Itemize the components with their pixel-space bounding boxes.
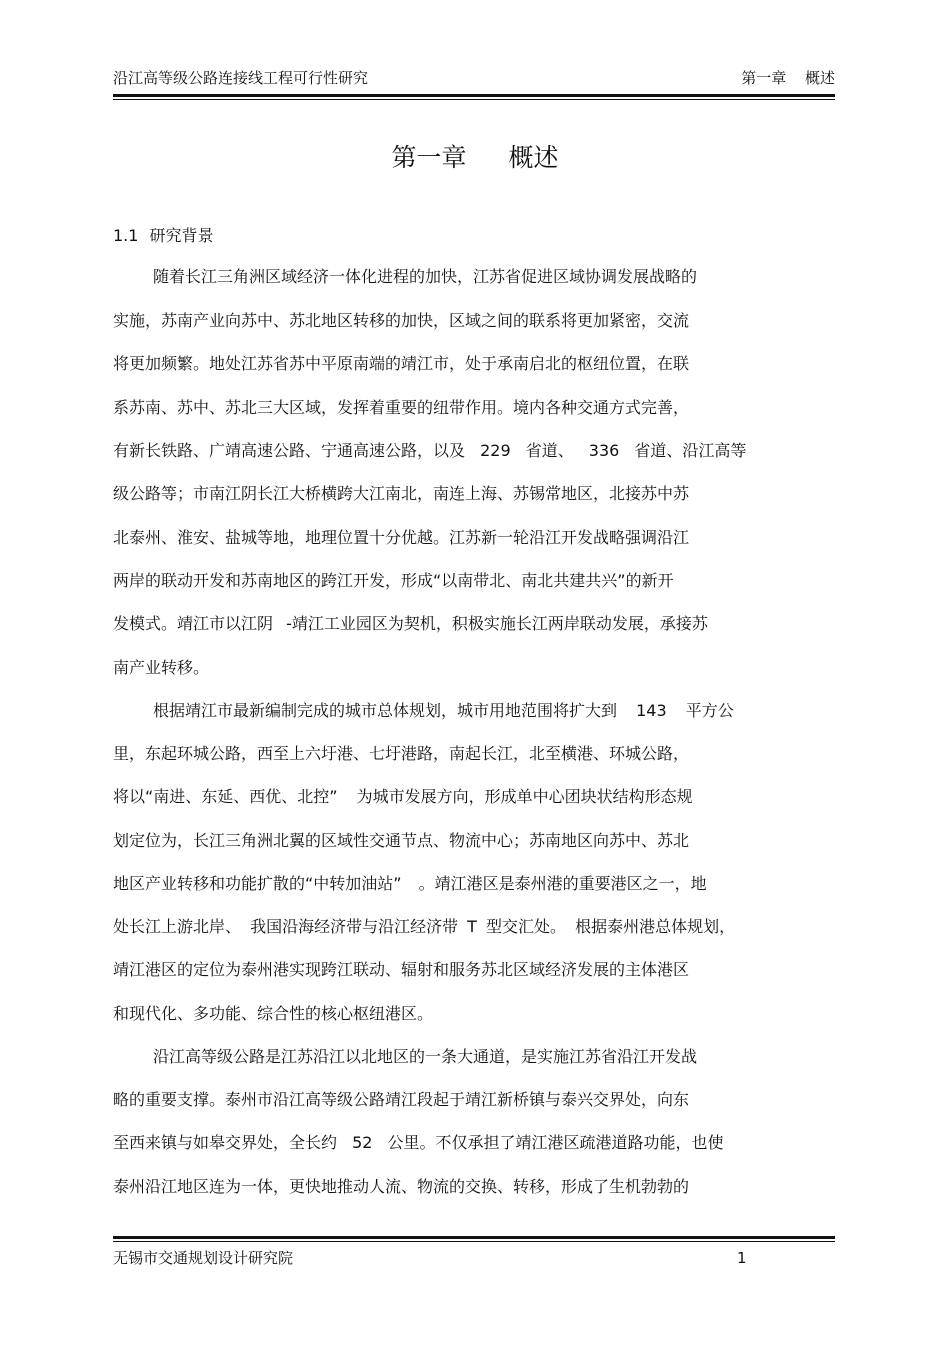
footer-rule-thin [113, 1241, 835, 1242]
header-rule-thin [113, 99, 835, 100]
text-line: 泰州沿江地区连为一体，更快地推动人流、物流的交换、转移，形成了生机勃勃的 [113, 1177, 690, 1196]
text-line: 划定位为，长江三角洲北翼的区域性交通节点、物流中心；苏南地区向苏中、苏北 [113, 831, 690, 850]
text-line: 靖江港区的定位为泰州港实现跨江联动、辐射和服务苏北区域经济发展的主体港区 [113, 960, 690, 979]
text-line: 北泰州、淮安、盐城等地，地理位置十分优越。江苏新一轮沿江开发战略强调沿江 [113, 528, 690, 547]
text-line: 两岸的联动开发和苏南地区的跨江开发，形成“以南带北、南北共建共兴”的新开 [113, 571, 674, 590]
text-line: 根据靖江市最新编制完成的城市总体规划，城市用地范围将扩大到 143 平方公 [153, 701, 734, 720]
header-chapter-label: 第一章 概述 [741, 69, 835, 87]
text-line: 将以“南进、东延、西优、北控” 为城市发展方向，形成单中心团块状结构形态规 [113, 787, 693, 806]
page-header [113, 68, 835, 92]
text-line: 和现代化、多功能、综合性的核心枢纽港区。 [113, 1004, 434, 1023]
text-line: 处长江上游北岸、 我国沿海经济带与沿江经济带 T 型交汇处。 根据泰州港总体规划， [113, 917, 736, 936]
page-number: 1 [737, 1249, 747, 1267]
text-line: 随着长江三角洲区域经济一体化进程的加快，江苏省促进区域协调发展战略的 [153, 267, 698, 286]
footer-institute: 无锡市交通规划设计研究院 [113, 1249, 294, 1267]
text-line: 南产业转移。 [113, 658, 210, 677]
text-line: 里，东起环城公路，西至上六圩港、七圩港路，南起长江，北至横港、环城公路， [113, 744, 690, 763]
text-line: 级公路等；市南江阴长江大桥横跨大江南北，南连上海、苏锡常地区，北接苏中苏 [113, 484, 690, 503]
section-heading: 1.1 研究背景 [113, 226, 214, 245]
text-line: 发模式。靖江市以江阴 -靖江工业园区为契机，积极实施长江两岸联动发展，承接苏 [113, 614, 708, 633]
text-line: 实施，苏南产业向苏中、苏北地区转移的加快，区域之间的联系将更加紧密，交流 [113, 311, 690, 330]
text-line: 至西来镇与如皋交界处，全长约 52 公里。不仅承担了靖江港区疏港道路功能，也使 [113, 1133, 724, 1152]
chapter-title: 第一章 概述 [391, 143, 559, 172]
text-line: 有新长铁路、广靖高速公路、宁通高速公路，以及 229 省道、 336 省道、沿江高等 [113, 441, 747, 460]
text-line: 系苏南、苏中、苏北三大区域，发挥着重要的纽带作用。境内各种交通方式完善， [113, 398, 690, 417]
footer-rule-thick [113, 1236, 835, 1239]
text-line: 将更加频繁。地处江苏省苏中平原南端的靖江市，处于承南启北的枢纽位置，在联 [113, 354, 690, 373]
header-rule-thick [113, 94, 835, 97]
text-line: 地区产业转移和功能扩散的“中转加油站” 。靖江港区是泰州港的重要港区之一，地 [113, 874, 707, 893]
header-document-title: 沿江高等级公路连接线工程可行性研究 [113, 69, 369, 87]
text-line: 略的重要支撑。泰州市沿江高等级公路靖江段起于靖江新桥镇与泰兴交界处，向东 [113, 1090, 690, 1109]
text-line: 沿江高等级公路是江苏沿江以北地区的一条大通道，是实施江苏省沿江开发战 [153, 1047, 698, 1066]
